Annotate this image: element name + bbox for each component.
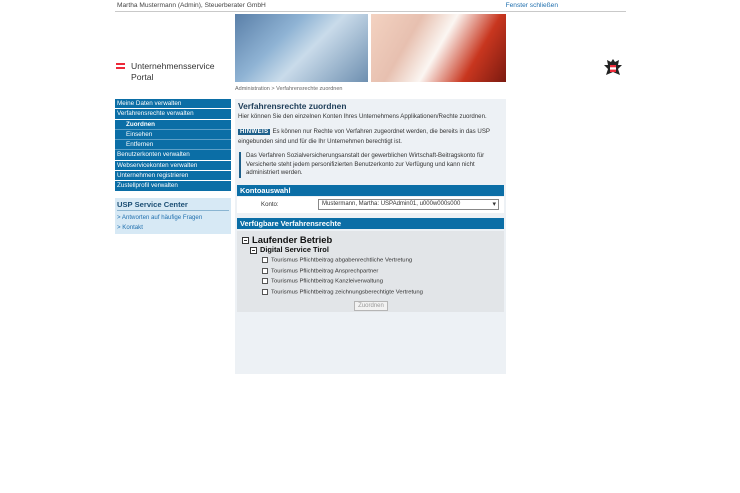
nav-zustellprofil[interactable]: Zustellprofil verwalten bbox=[115, 181, 231, 191]
konto-select-value: Mustermann, Martha: USPAdmin01, u000w000s000 bbox=[322, 201, 461, 207]
svs-notice: Das Verfahren Sozialversicherungsanstalt der gewerblichen Wirtschaft-Beitragskonto für Versicherte steht jedem personifizierten Benutzerkonto zur Verfügung und kann nicht administriert werden. bbox=[239, 152, 503, 178]
kontakt-link[interactable]: > Kontakt bbox=[117, 223, 143, 231]
konto-label: Konto: bbox=[261, 201, 279, 208]
header-banner bbox=[235, 14, 506, 82]
permission-item[interactable] bbox=[262, 257, 412, 264]
service-center bbox=[115, 198, 231, 234]
permission-item[interactable] bbox=[262, 268, 378, 275]
intro-text: Hier können Sie den einzelnen Konten Ihres Unternehmens Applikationen/Rechte zuordnen. bbox=[238, 113, 487, 120]
tree-collapse-icon[interactable] bbox=[250, 247, 257, 254]
permission-label: Tourismus Pflichtbeitrag zeichnungsberechtigte Vertretung bbox=[271, 289, 423, 296]
logo-line-1: Unternehmensservice bbox=[131, 61, 215, 71]
breadcrumb: Administration > Verfahrensrechte zuordnen bbox=[235, 86, 343, 92]
nav-meine-daten[interactable]: Meine Daten verwalten bbox=[115, 99, 231, 109]
konto-row bbox=[237, 197, 504, 213]
top-bar bbox=[115, 2, 626, 12]
konto-select[interactable] bbox=[318, 199, 499, 210]
federal-eagle-icon bbox=[601, 56, 625, 80]
permissions-tree bbox=[237, 231, 504, 312]
austrian-flag-icon bbox=[116, 63, 125, 69]
nav-benutzerkonten[interactable]: Benutzerkonten verwalten bbox=[115, 150, 231, 160]
permission-checkbox[interactable] bbox=[262, 257, 268, 263]
hinweis-text: Es können nur Rechte von Verfahren zugeordnet werden, die bereits in das USP eingebunden sind und für die Ihr Unternehmen berechtigt ist. bbox=[238, 128, 490, 145]
nav-sub-zuordnen[interactable]: Zuordnen bbox=[115, 120, 231, 130]
main-content bbox=[235, 99, 506, 374]
logo-line-2: Portal bbox=[131, 72, 154, 82]
sidebar-nav bbox=[115, 99, 231, 234]
permission-label: Tourismus Pflichtbeitrag Ansprechpartner bbox=[271, 268, 379, 275]
logged-in-user: Martha Mustermann (Admin), Steuerberater GmbH bbox=[117, 2, 266, 9]
banner-image-pen bbox=[235, 14, 368, 82]
faq-link[interactable]: > Antworten auf häufige Fragen bbox=[117, 213, 203, 221]
permission-label: Tourismus Pflichtbeitrag abgabenrechtliche Vertretung bbox=[271, 257, 413, 264]
service-center-title: USP Service Center bbox=[117, 200, 229, 211]
permission-checkbox[interactable] bbox=[262, 268, 268, 274]
zuordnen-button[interactable]: Zuordnen bbox=[354, 301, 388, 311]
tree-collapse-icon[interactable] bbox=[242, 237, 249, 244]
chevron-down-icon: ▾ bbox=[492, 201, 496, 208]
banner-image-people bbox=[371, 14, 506, 82]
permission-checkbox[interactable] bbox=[262, 289, 268, 295]
verfahrensrechte-header: Verfügbare Verfahrensrechte bbox=[237, 218, 504, 229]
subgroup-digital-service-tirol[interactable] bbox=[250, 245, 329, 254]
nav-webservicekonten[interactable]: Webservicekonten verwalten bbox=[115, 161, 231, 171]
permission-item[interactable] bbox=[262, 289, 423, 296]
nav-unternehmen[interactable]: Unternehmen registrieren bbox=[115, 171, 231, 181]
hinweis-box bbox=[238, 127, 504, 146]
close-window-link[interactable]: Fenster schließen bbox=[505, 2, 558, 9]
nav-sub-entfernen[interactable]: Entfernen bbox=[115, 140, 231, 150]
hinweis-badge: HINWEIS bbox=[240, 129, 269, 135]
permission-label: Tourismus Pflichtbeitrag Kanzleiverwaltung bbox=[271, 278, 383, 285]
permission-checkbox[interactable] bbox=[262, 278, 268, 284]
nav-sub-einsehen[interactable]: Einsehen bbox=[115, 130, 231, 140]
subgroup-label: Digital Service Tirol bbox=[260, 245, 329, 254]
nav-verfahrensrechte[interactable]: Verfahrensrechte verwalten bbox=[115, 109, 231, 119]
page-title: Verfahrensrechte zuordnen bbox=[238, 101, 347, 111]
group-laufender-betrieb[interactable] bbox=[242, 234, 332, 245]
permission-item[interactable] bbox=[262, 278, 383, 285]
kontoauswahl-header: Kontoauswahl bbox=[237, 185, 504, 196]
group-label: Laufender Betrieb bbox=[252, 234, 333, 245]
